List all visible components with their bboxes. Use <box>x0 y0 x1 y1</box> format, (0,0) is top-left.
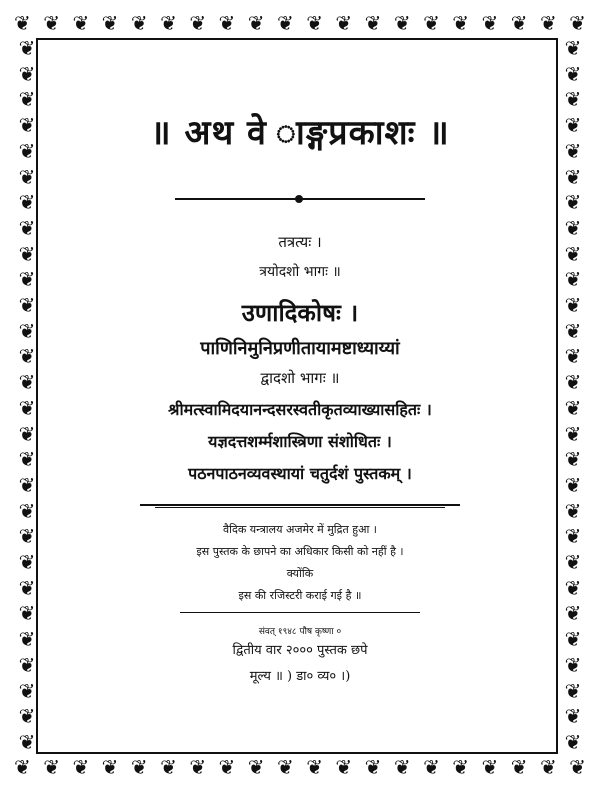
floral-ornament-icon: ❦ <box>218 755 236 779</box>
floral-ornament-icon: ❦ <box>18 524 36 549</box>
floral-ornament-icon: ❦ <box>43 11 60 35</box>
line-part-13: त्रयोदशो भागः ॥ <box>259 264 341 280</box>
floral-ornament-icon: ❦ <box>481 11 499 35</box>
floral-ornament-icon: ❦ <box>276 755 294 779</box>
book-title: ॥ अथ वे ाङ्गप्रकाशः ॥ <box>150 113 450 153</box>
floral-ornament-icon: ❦ <box>130 755 148 779</box>
floral-ornament-icon: ❦ <box>481 755 499 779</box>
floral-ornament-icon: ❦ <box>160 11 177 35</box>
floral-ornament-icon: ❦ <box>18 421 36 446</box>
floral-ornament-icon: ❦ <box>393 755 411 779</box>
line-commentary: श्रीमत्स्वामिदयानन्दसरस्वतीकृतव्याख्यासहितः । <box>168 400 432 419</box>
floral-ornament-icon: ❦ <box>101 755 119 779</box>
divider <box>155 507 445 508</box>
line-unadikosha: उणादिकोषः । <box>241 298 359 327</box>
floral-ornament-icon: ❦ <box>72 755 90 779</box>
floral-ornament-icon: ❦ <box>564 421 582 446</box>
floral-ornament-icon: ❦ <box>564 164 582 189</box>
floral-ornament-icon: ❦ <box>564 113 582 138</box>
floral-ornament-icon: ❦ <box>423 11 440 35</box>
floral-ornament-icon: ❦ <box>18 267 36 292</box>
floral-ornament-icon: ❦ <box>18 652 36 677</box>
floral-ornament-icon: ❦ <box>564 318 582 343</box>
notice-rights: इस पुस्तक के छापने का अधिकार किसी को नहीं है । <box>196 545 404 558</box>
floral-ornament-icon: ❦ <box>18 190 36 215</box>
floral-ornament-icon: ❦ <box>564 241 582 266</box>
floral-ornament-icon: ❦ <box>18 601 36 626</box>
floral-ornament-icon: ❦ <box>564 704 582 729</box>
floral-ornament-icon: ❦ <box>218 11 236 35</box>
floral-ornament-icon: ❦ <box>18 498 36 523</box>
border-top <box>14 10 586 36</box>
title-content <box>60 46 540 746</box>
floral-ornament-icon: ❦ <box>18 447 36 472</box>
floral-ornament-icon: ❦ <box>364 755 382 779</box>
floral-ornament-icon: ❦ <box>452 755 470 779</box>
floral-ornament-icon: ❦ <box>423 755 440 779</box>
floral-ornament-icon: ❦ <box>18 627 36 652</box>
floral-ornament-icon: ❦ <box>564 652 582 677</box>
border-bottom <box>14 754 586 780</box>
floral-ornament-icon: ❦ <box>43 755 60 779</box>
floral-ornament-icon: ❦ <box>276 11 294 35</box>
divider <box>140 504 460 506</box>
floral-ornament-icon: ❦ <box>18 550 36 575</box>
floral-ornament-icon: ❦ <box>335 755 353 779</box>
floral-ornament-icon: ❦ <box>101 11 119 35</box>
border-right <box>560 36 586 754</box>
floral-ornament-icon: ❦ <box>18 36 36 60</box>
floral-ornament-icon: ❦ <box>18 61 36 86</box>
floral-ornament-icon: ❦ <box>564 344 582 369</box>
floral-ornament-icon: ❦ <box>72 11 90 35</box>
floral-ornament-icon: ❦ <box>18 344 36 369</box>
floral-ornament-icon: ❦ <box>189 755 207 779</box>
floral-ornament-icon: ❦ <box>306 755 323 779</box>
floral-ornament-icon: ❦ <box>569 11 586 35</box>
floral-ornament-icon: ❦ <box>564 370 582 395</box>
notice-printed: वैदिक यन्त्रालय अजमेर में मुद्रित हुआ । <box>223 523 377 536</box>
floral-ornament-icon: ❦ <box>18 138 36 163</box>
floral-ornament-icon: ❦ <box>14 11 31 35</box>
floral-ornament-icon: ❦ <box>18 704 36 729</box>
floral-ornament-icon: ❦ <box>18 729 36 754</box>
floral-ornament-icon: ❦ <box>564 447 582 472</box>
floral-ornament-icon: ❦ <box>364 11 382 35</box>
floral-ornament-icon: ❦ <box>18 575 36 600</box>
floral-ornament-icon: ❦ <box>564 524 582 549</box>
title-rule <box>175 198 425 200</box>
line-part-12: द्वादशो भागः ॥ <box>260 369 340 387</box>
floral-ornament-icon: ❦ <box>564 267 582 292</box>
floral-ornament-icon: ❦ <box>18 113 36 138</box>
floral-ornament-icon: ❦ <box>452 11 470 35</box>
floral-ornament-icon: ❦ <box>18 395 36 420</box>
floral-ornament-icon: ❦ <box>18 678 36 703</box>
notice-because: क्योंकि <box>286 567 314 580</box>
floral-ornament-icon: ❦ <box>18 215 36 240</box>
floral-ornament-icon: ❦ <box>18 293 36 318</box>
floral-ornament-icon: ❦ <box>564 472 582 497</box>
floral-ornament-icon: ❦ <box>564 36 582 60</box>
floral-ornament-icon: ❦ <box>564 293 582 318</box>
floral-ornament-icon: ❦ <box>510 755 528 779</box>
floral-ornament-icon: ❦ <box>569 755 586 779</box>
floral-ornament-icon: ❦ <box>564 395 582 420</box>
notice-registered: इस की रजिस्टरी कराई गई है ॥ <box>238 589 362 602</box>
floral-ornament-icon: ❦ <box>18 472 36 497</box>
floral-ornament-icon: ❦ <box>564 678 582 703</box>
floral-ornament-icon: ❦ <box>564 87 582 112</box>
floral-ornament-icon: ❦ <box>510 11 528 35</box>
floral-ornament-icon: ❦ <box>18 87 36 112</box>
floral-ornament-icon: ❦ <box>18 164 36 189</box>
floral-ornament-icon: ❦ <box>564 729 582 754</box>
floral-ornament-icon: ❦ <box>564 627 582 652</box>
floral-ornament-icon: ❦ <box>18 241 36 266</box>
floral-ornament-icon: ❦ <box>14 755 31 779</box>
floral-ornament-icon: ❦ <box>564 498 582 523</box>
floral-ornament-icon: ❦ <box>160 755 177 779</box>
publication-price: मूल्य ॥ ) डा० व्य० ।) <box>249 669 351 684</box>
floral-ornament-icon: ❦ <box>18 370 36 395</box>
floral-ornament-icon: ❦ <box>306 11 323 35</box>
floral-ornament-icon: ❦ <box>564 601 582 626</box>
line-tatratya: तत्रत्यः । <box>278 233 322 251</box>
floral-ornament-icon: ❦ <box>539 755 557 779</box>
rule-dot-icon <box>295 195 303 203</box>
floral-ornament-icon: ❦ <box>564 61 582 86</box>
line-revised: यज्ञदत्तशर्म्मशास्त्रिणा संशोधितः । <box>208 432 392 451</box>
floral-ornament-icon: ❦ <box>335 11 353 35</box>
floral-ornament-icon: ❦ <box>189 11 207 35</box>
floral-ornament-icon: ❦ <box>18 318 36 343</box>
floral-ornament-icon: ❦ <box>564 575 582 600</box>
floral-ornament-icon: ❦ <box>564 138 582 163</box>
publication-edition: द्वितीय वार २००० पुस्तक छपे <box>232 643 368 658</box>
publication-date: संवत् १९४८ पौष कृष्णा ० <box>258 627 342 637</box>
floral-ornament-icon: ❦ <box>564 550 582 575</box>
line-panini: पाणिनिमुनिप्रणीतायामष्टाध्याय्यां <box>200 338 400 359</box>
line-book-14: पठनपाठनव्यवस्थायां चतुर्दशं पुस्तकम् । <box>188 464 412 483</box>
floral-ornament-icon: ❦ <box>130 11 148 35</box>
floral-ornament-icon: ❦ <box>564 190 582 215</box>
floral-ornament-icon: ❦ <box>564 215 582 240</box>
divider <box>180 612 420 613</box>
floral-ornament-icon: ❦ <box>393 11 411 35</box>
floral-ornament-icon: ❦ <box>539 11 557 35</box>
floral-ornament-icon: ❦ <box>247 11 265 35</box>
floral-ornament-icon: ❦ <box>247 755 265 779</box>
